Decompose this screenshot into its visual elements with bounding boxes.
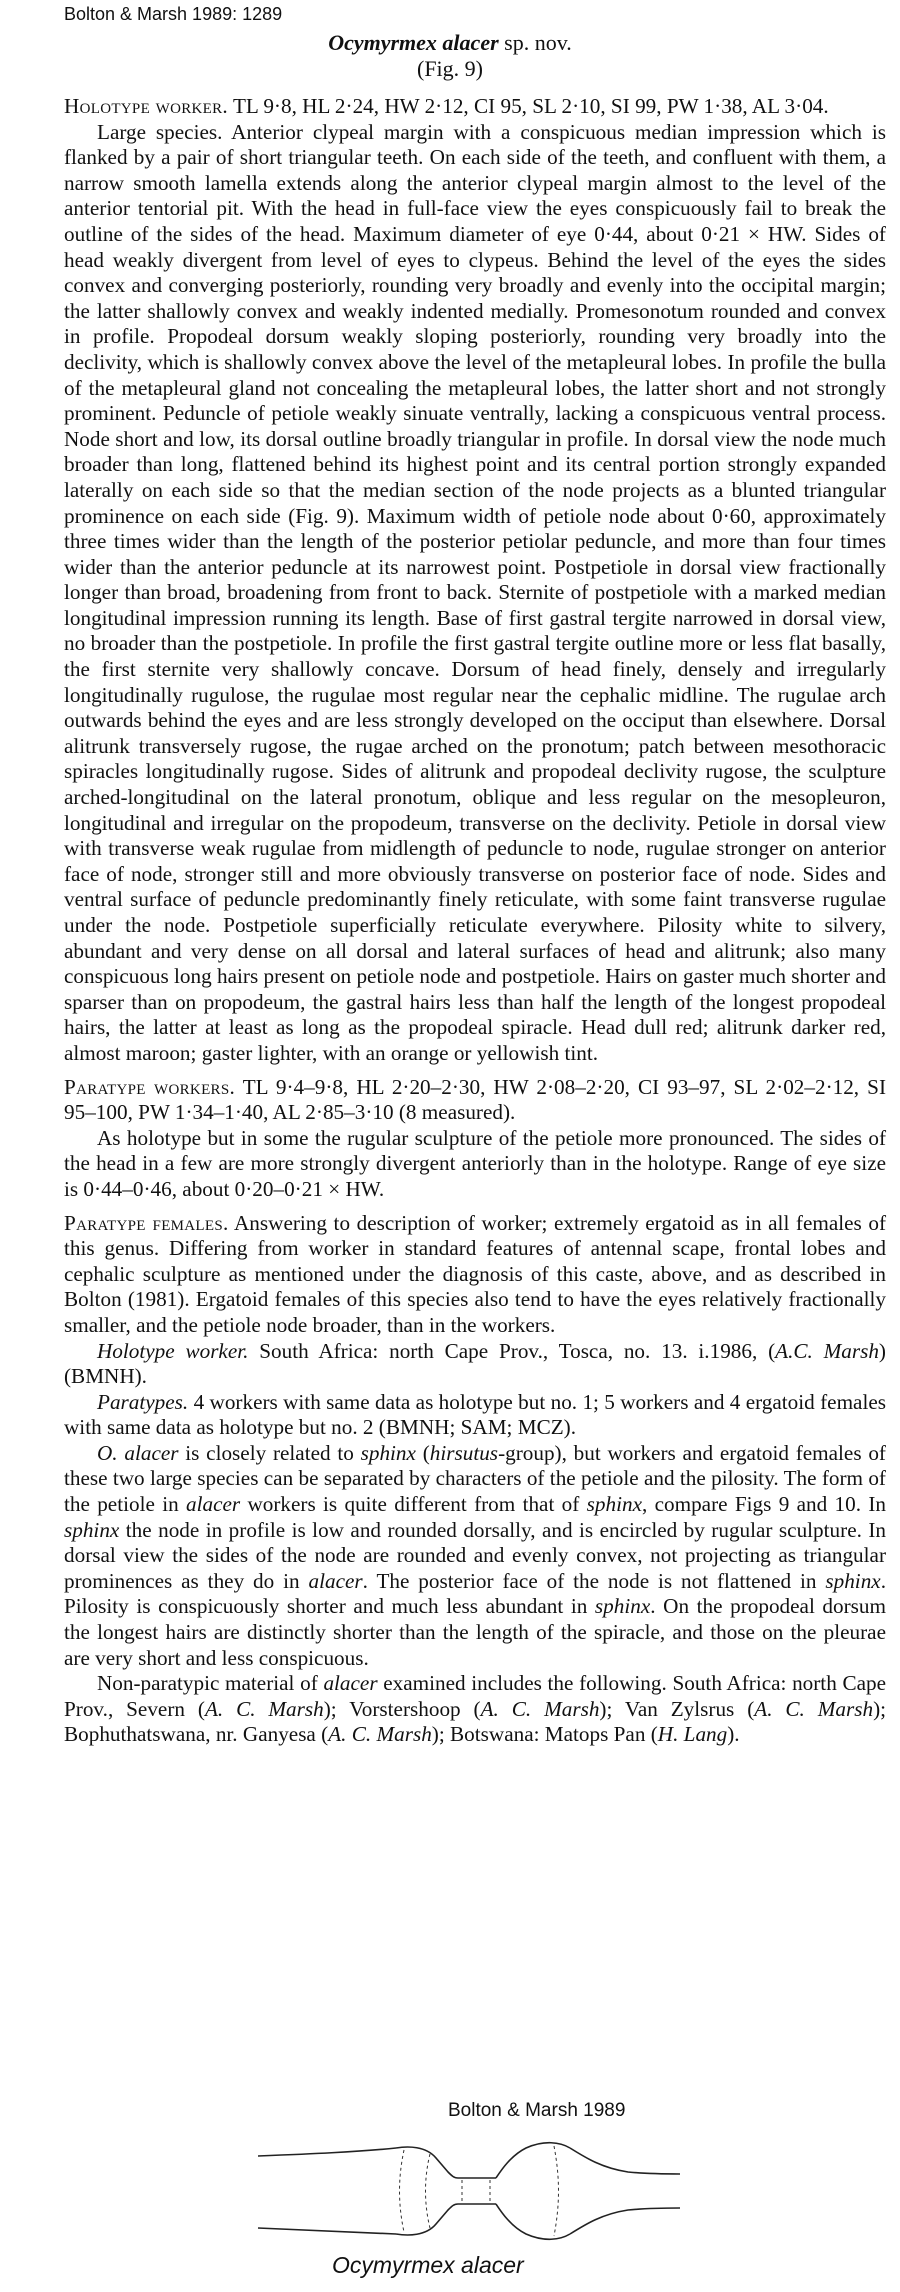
species-name: Ocymyrmex alacer bbox=[328, 30, 499, 55]
paratype-workers-measurements: Paratype workers. TL 9·4–9·8, HL 2·20–2·30, HW 2·08–2·20, CI 93–97, SL 2·02–2·12, SI 95–100, PW 1·34–1·40, AL 2·85–3·10 (8 measured). bbox=[64, 1074, 886, 1125]
figure-credit: Bolton & Marsh 1989 bbox=[448, 2100, 626, 2121]
gaster-base-outline bbox=[570, 2208, 680, 2234]
figure-reference: (Fig. 9) bbox=[417, 56, 483, 81]
section-heading: Paratype females. bbox=[64, 1210, 229, 1235]
paratypes-data-paragraph: Paratypes. 4 workers with same data as holotype but no. 1; 5 workers and 4 ergatoid females with same data as holotype but no. 2 (BMNH; SAM; MCZ). bbox=[64, 1389, 886, 1440]
description-body bbox=[64, 94, 886, 1748]
paratype-females-paragraph: Paratype females. Answering to description of worker; extremely ergatoid as in all females of this genus. Differing from worker in standard features of antennal scape, frontal lobes and cephalic sculpture as mentioned under the diagnosis of this caste, above, and as described in Bolton (1981). Ergatoid females of this species also tend to have the eyes relatively fractionally smaller, and the petiole node broader, than in the workers. bbox=[64, 1210, 886, 1337]
postpetiole-outline bbox=[496, 2204, 570, 2239]
source-citation: Bolton & Marsh 1989: 1289 bbox=[64, 4, 283, 24]
petiole-figure bbox=[248, 2098, 688, 2288]
comparison-paragraph: O. alacer is closely related to sphinx (hirsutus-group), but workers and ergatoid females of these two large species can be separated by characters of the petiole and the pilosity. The form of the petiole in alacer workers is quite different from that of sphinx, compare Figs 9 and 10. In sphinx the node in profile is low and rounded dorsally, and is encircled by rugular sculpture. In dorsal view the sides of the node are rounded and evenly convex, not projecting as triangular prominences as they do in alacer. The posterior face of the node is not flattened in sphinx. Pilosity is conspicuously shorter and much less abundant in sphinx. On the propodeal dorsum the longest hairs are distinctly shorter than the length of the spiracle, and those on the pleurae are very short and less conspicuous. bbox=[64, 1440, 886, 1670]
non-paratypic-paragraph: Non-paratypic material of alacer examined includes the following. South Africa: north Cape Prov., Severn (A. C. Marsh); Vorstershoop (A. C. Marsh); Van Zylsrus (A. C. Marsh); Bophuthatswana, nr. Ganyesa (A. C. Marsh); Botswana: Matops Pan (H. Lang). bbox=[64, 1671, 887, 1747]
section-heading: Holotype worker. bbox=[64, 94, 229, 118]
holotype-measurements: Holotype worker. TL 9·8, HL 2·24, HW 2·12, CI 95, SL 2·10, SI 99, PW 1·38, AL 3·04. bbox=[64, 94, 829, 118]
paratype-workers-paragraph: As holotype but in some the rugular sculpture of the petiole more pronounced. The sides of the head in a few are more strongly divergent anteriorly than in the holotype. Range of eye size is 0·44–0·46, about 0·20–0·21 × HW. bbox=[64, 1125, 886, 1201]
figure-caption: Ocymyrmex alacer bbox=[332, 2252, 524, 2278]
holotype-data-paragraph: Holotype worker. South Africa: north Cape Prov., Tosca, no. 13. i.1986, (A.C. Marsh) (BMNH). bbox=[64, 1338, 886, 1389]
node-sculpture-line bbox=[400, 2150, 405, 2232]
section-heading: Paratype workers. bbox=[64, 1074, 236, 1099]
description-paragraph: Large species. Anterior clypeal margin with a conspicuous median impression which is flanked by a pair of short triangular teeth. On each side of the teeth, and confluent with them, a narrow smooth lamella extends along the anterior clypeal margin almost to the level of the anterior tentorial pit. With the head in full-face view the eyes conspicuously fail to break the outline of the sides of the head. Maximum diameter of eye 0·44, about 0·21 × HW. Sides of head weakly divergent from level of eyes to clypeus. Behind the level of the eyes the sides convex and converging posteriorly, rounding very broadly and evenly into the occipital margin; the latter shallowly convex and weakly indented medially. Promesonotum rounded and convex in profile. Propodeal dorsum weakly sloping posteriorly, rounding very broadly into the declivity, which is shallowly convex above the level of the metapleural lobes. In profile the bulla of the metapleural gland not concealing the metapleural lobes, the latter short and not strongly prominent. Peduncle of petiole weakly sinuate ventrally, lacking a conspicuous ventral process. Node short and low, its dorsal outline broadly triangular in profile. In dorsal view the node much broader than long, flattened behind its highest point and its central portion strongly expanded laterally on each side so that the median section of the node projects as a blunted triangular prominence on each side (Fig. 9). Maximum width of petiole node about 0·60, approximately three times wider than the length of the posterior petiolar peduncle, and more than four times wider than the anterior peduncle at its narrowest point. Postpetiole in dorsal view fractionally longer than broad, broadening from front to back. Sternite of postpetiole with a marked median longitudinal impression running its length. Base of first gastral tergite narrowed in dorsal view, no broader than the postpetiole. In profile the first gastral tergite outline more or less flat basally, the first sternite very shallowly concave. Dorsum of head finely, densely and irregularly longitudinally rugulose, the rugulae most regular near the cephalic midline. The rugulae arch outwards behind the eyes and are less strongly developed on the occiput than elsewhere. Dorsal alitrunk transversely rugose, the rugae arched on the pronotum; patch between mesothoracic spiracles longitudinally rugose. Sides of alitrunk and propodeal declivity rugose, the sculpture arched-longitudinal on the lateral pronotum, oblique and less regular on the mesopleuron, longitudinal and irregular on the propodeum, transverse on the declivity. Petiole in dorsal view with transverse weak rugulae from midlength of peduncle to node, rugulae stronger on anterior face of node, stronger still and more obviously transverse on posterior face of node. Sides and ventral surface of peduncle predominantly finely reticulate, with some faint transverse rugulae under the node. Postpetiole superficially reticulate everywhere. Pilosity white to silvery, abundant and very dense on all dorsal and lateral surfaces of head and alitrunk; also many conspicuous long hairs present on petiole node and postpetiole. Hairs on gaster much shorter and sparser than on propodeum, the gastral hairs less than half the length of the longest propodeal hairs, the latter at least as long as the propodeal spiracle. Head dull red; alitrunk darker red, almost maroon; gaster lighter, with an orange or yellowish tint. bbox=[64, 119, 886, 1065]
anterior-peduncle-outline bbox=[258, 2148, 396, 2156]
node-sculpture-line bbox=[426, 2154, 431, 2228]
species-title bbox=[0, 30, 900, 56]
petiole-drawing bbox=[248, 2128, 688, 2248]
anterior-peduncle-outline bbox=[258, 2228, 396, 2234]
gaster-base-outline bbox=[570, 2148, 680, 2174]
postpetiole-outline bbox=[496, 2143, 570, 2178]
taxon-status: sp. nov. bbox=[498, 30, 572, 55]
postpetiole-sculpture-line bbox=[554, 2146, 559, 2236]
